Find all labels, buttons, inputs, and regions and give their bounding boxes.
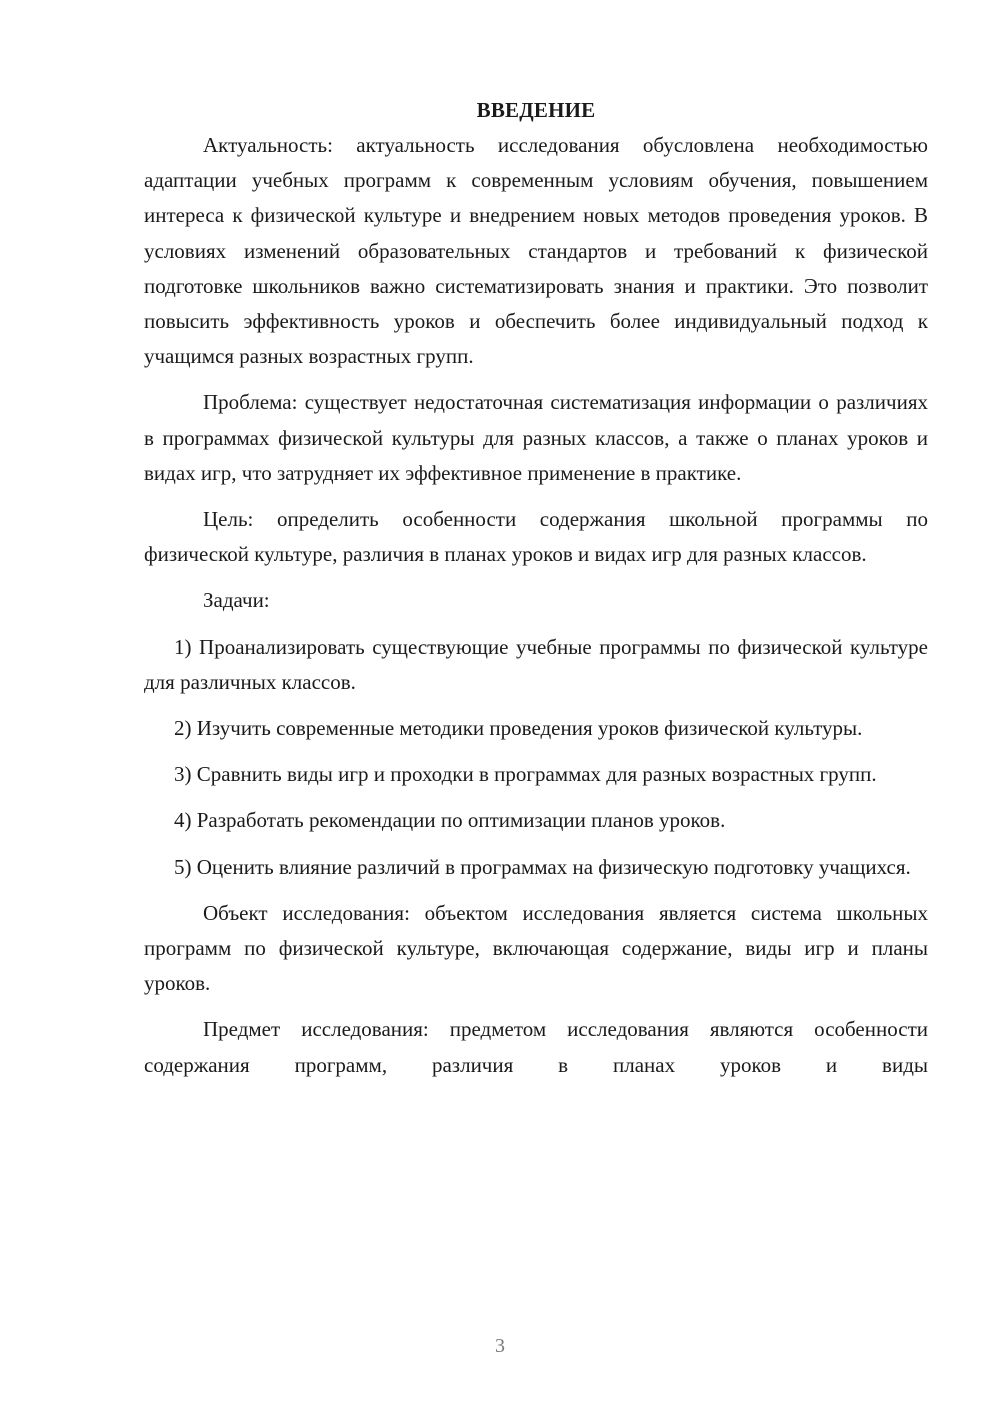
goal-paragraph: Цель: определить особенности содержания школьной программы по физической культуре, различия в планах уроков и видах игр для разных классов. <box>144 507 928 567</box>
problem-paragraph: Проблема: существует недостаточная систематизация информации о различиях в программах физической культуры для разных классов, а также о планах уроков и видах игр, что затрудняет их эффективное применение в практике. <box>144 390 928 485</box>
task-item: 5) Оценить влияние различий в программах на физическую подготовку учащихся. <box>174 854 911 879</box>
object-paragraph: Объект исследования: объектом исследования является система школьных программ по физической культуре, включающая содержание, виды игр и планы уроков. <box>144 900 928 996</box>
task-item: 3) Сравнить виды игр и проходки в программах для разных возрастных групп. <box>174 762 877 787</box>
page-number: 3 <box>495 1335 505 1357</box>
task-item: 4) Разработать рекомендации по оптимизации планов уроков. <box>174 808 726 833</box>
page-body <box>144 93 928 1094</box>
tasks-heading: Задачи: <box>203 588 270 613</box>
relevance-paragraph: Актуальность: актуальность исследования обусловлена необходимостью адаптации учебных программ к современным условиям обучения, повышением интереса к физической культуре и внедрением новых методов проведения уроков. В условиях изменений образовательных стандартов и требований к физической подготовке школьников важно систематизировать знания и практики. Это позволит повысить эффективность уроков и обеспечить более индивидуальный подход к учащимся разных возрастных групп. <box>144 133 928 369</box>
section-title: ВВЕДЕНИЕ <box>476 98 596 122</box>
task-item: 1) Проанализировать существующие учебные программы по физической культуре для различных классов. <box>144 634 928 694</box>
subject-paragraph: Предмет исследования: предметом исследования являются особенности содержания программ, различия в планах уроков и виды <box>144 1017 928 1077</box>
task-item: 2) Изучить современные методики проведения уроков физической культуры. <box>174 716 863 741</box>
